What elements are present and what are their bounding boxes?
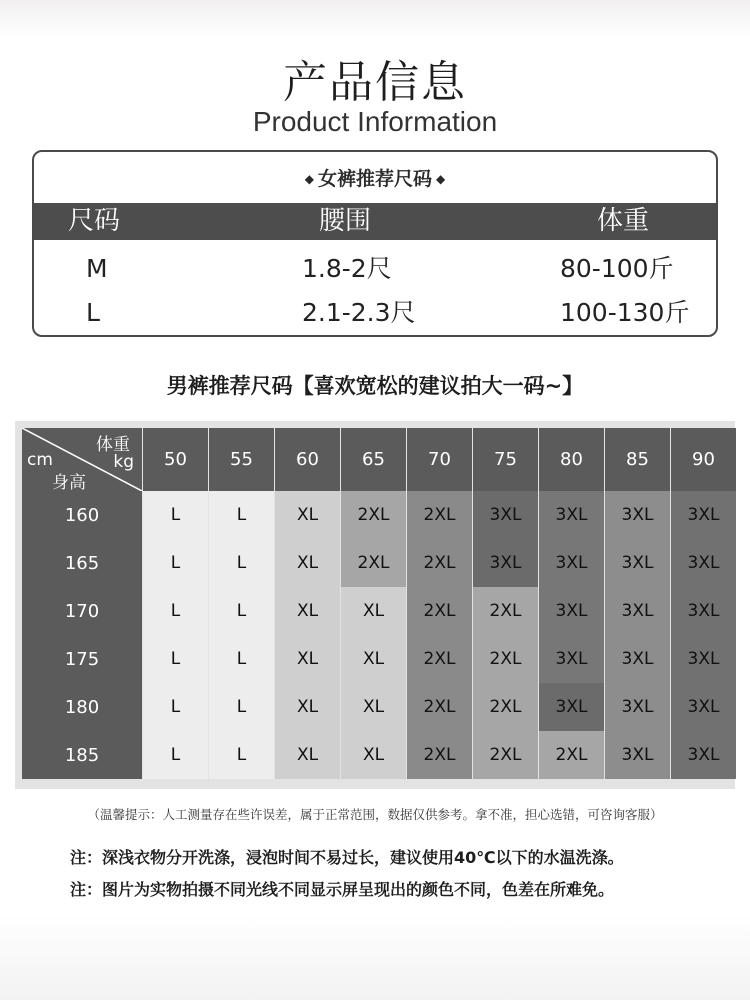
size-cell: L — [143, 635, 208, 683]
table-corner-cell — [22, 428, 142, 491]
size-cell: 3XL — [671, 539, 736, 587]
washing-note: 注：深浅衣物分开洗涤，浸泡时间不易过长，建议使用40℃以下的水温洗涤。 — [70, 848, 624, 867]
height-header-cell: 165 — [22, 539, 142, 587]
women-col-weight: 体重 — [597, 206, 650, 236]
size-cell: 2XL — [473, 587, 538, 635]
corner-height-label: 身高 — [52, 473, 86, 491]
size-cell: XL — [275, 491, 340, 539]
size-cell: 3XL — [605, 539, 670, 587]
size-cell: L — [209, 635, 274, 683]
size-cell: 3XL — [473, 539, 538, 587]
size-cell: 3XL — [671, 587, 736, 635]
size-cell: 2XL — [341, 539, 406, 587]
size-cell: XL — [275, 683, 340, 731]
women-row — [34, 293, 716, 333]
women-cell-waist: 2.1-2.3尺 — [302, 298, 416, 327]
size-cell: L — [209, 731, 274, 779]
size-cell: XL — [275, 539, 340, 587]
height-header-cell: 170 — [22, 587, 142, 635]
size-cell: XL — [275, 635, 340, 683]
size-cell: 2XL — [407, 491, 472, 539]
height-header-cell: 160 — [22, 491, 142, 539]
size-cell: 3XL — [671, 635, 736, 683]
measurement-tip: （温馨提示：人工测量存在些许误差，属于正常范围，数据仅供参考。拿不准，担心选错，可咨询客服） — [87, 807, 663, 822]
weight-header-cell: 55 — [209, 428, 274, 491]
size-cell: 3XL — [539, 587, 604, 635]
size-cell: L — [209, 683, 274, 731]
size-cell: L — [209, 491, 274, 539]
size-cell: 2XL — [407, 683, 472, 731]
size-cell: 2XL — [407, 635, 472, 683]
size-cell: 2XL — [473, 731, 538, 779]
women-cell-weight: 80-100斤 — [560, 254, 674, 283]
men-heading: 男裤推荐尺码【喜欢宽松的建议拍大一码~】 — [166, 374, 584, 398]
size-cell: XL — [341, 635, 406, 683]
page-title: 产品信息 — [283, 57, 467, 108]
women-heading — [34, 164, 716, 191]
women-col-size: 尺码 — [68, 206, 121, 236]
weight-header-cell: 80 — [539, 428, 604, 491]
size-cell: XL — [341, 683, 406, 731]
women-row — [34, 249, 716, 289]
page-subtitle: Product Information — [252, 106, 498, 137]
size-cell: L — [143, 539, 208, 587]
height-header-cell: 185 — [22, 731, 142, 779]
corner-weight-label: 体重 — [96, 435, 130, 455]
top-strip — [0, 0, 750, 40]
size-cell: 3XL — [605, 731, 670, 779]
size-cell: 2XL — [473, 635, 538, 683]
bottom-fade — [0, 915, 750, 1000]
height-header-cell: 175 — [22, 635, 142, 683]
women-cell-size: L — [86, 298, 100, 327]
color-note: 注：图片为实物拍摄不同光线不同显示屏呈现出的颜色不同，色差在所难免。 — [70, 880, 615, 899]
weight-header-cell: 85 — [605, 428, 670, 491]
weight-header-cell: 65 — [341, 428, 406, 491]
size-cell: 3XL — [671, 683, 736, 731]
size-cell: 3XL — [473, 491, 538, 539]
women-col-waist: 腰围 — [319, 206, 372, 236]
size-cell: L — [209, 587, 274, 635]
size-cell: XL — [275, 731, 340, 779]
size-cell: 3XL — [605, 683, 670, 731]
size-cell: 2XL — [407, 587, 472, 635]
women-cell-waist: 1.8-2尺 — [302, 254, 392, 283]
size-cell: 3XL — [605, 587, 670, 635]
women-cell-weight: 100-130斤 — [560, 298, 690, 327]
weight-header-cell: 75 — [473, 428, 538, 491]
size-cell: 2XL — [407, 731, 472, 779]
size-cell: 2XL — [539, 731, 604, 779]
size-cell: L — [209, 539, 274, 587]
size-cell: L — [143, 731, 208, 779]
women-size-box — [32, 150, 718, 337]
size-cell: 3XL — [671, 731, 736, 779]
women-table-header — [34, 203, 716, 240]
men-size-table — [22, 428, 736, 779]
size-cell: XL — [275, 587, 340, 635]
corner-kg-label: kg — [113, 452, 134, 472]
corner-cm-label: cm — [27, 450, 53, 470]
weight-header-cell: 70 — [407, 428, 472, 491]
size-cell: 2XL — [407, 539, 472, 587]
size-cell: XL — [341, 731, 406, 779]
size-cell: L — [143, 587, 208, 635]
diamond-icon: ◆ — [304, 172, 314, 186]
size-cell: L — [143, 491, 208, 539]
size-cell: XL — [341, 587, 406, 635]
height-header-cell: 180 — [22, 683, 142, 731]
weight-header-cell: 90 — [671, 428, 736, 491]
diamond-icon: ◆ — [436, 172, 446, 186]
size-cell: 3XL — [539, 539, 604, 587]
size-cell: 3XL — [539, 491, 604, 539]
weight-header-cell: 60 — [275, 428, 340, 491]
size-cell: 3XL — [539, 635, 604, 683]
weight-header-cell: 50 — [143, 428, 208, 491]
women-heading-text: 女裤推荐尺码 — [317, 168, 432, 190]
size-cell: 3XL — [605, 635, 670, 683]
size-cell: 2XL — [341, 491, 406, 539]
size-cell: 2XL — [473, 683, 538, 731]
size-cell: 3XL — [671, 491, 736, 539]
size-cell: L — [143, 683, 208, 731]
size-cell: 3XL — [539, 683, 604, 731]
women-cell-size: M — [86, 254, 108, 283]
size-cell: 3XL — [605, 491, 670, 539]
